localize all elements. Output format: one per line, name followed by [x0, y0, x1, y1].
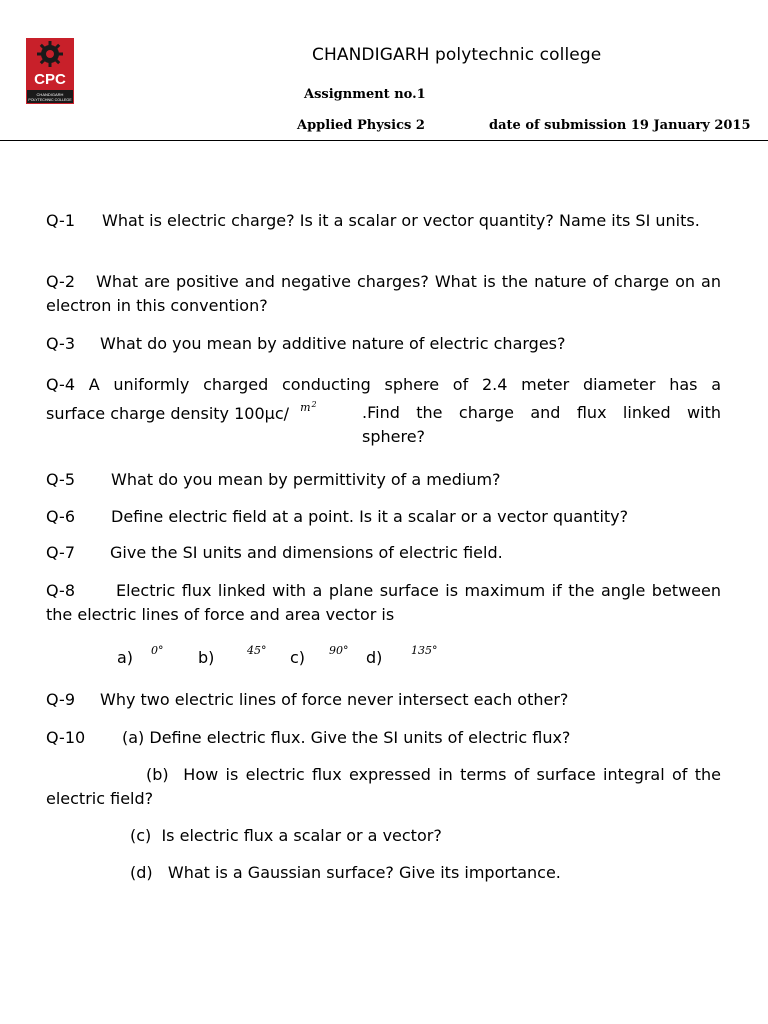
part-d-label: (d) — [130, 863, 153, 882]
option-b-value: 45° — [247, 644, 267, 657]
part-b-text: How is electric flux expressed in terms of surface integral of the electric field? — [46, 765, 722, 808]
question-text: What is electric charge? Is it a scalar or vector quantity? Name its SI units. — [102, 211, 700, 230]
svg-text:POLYTECHNIC COLLEGE: POLYTECHNIC COLLEGE — [28, 98, 72, 102]
question-5 — [46, 468, 721, 492]
question-6 — [46, 505, 721, 529]
question-4 — [46, 369, 721, 400]
question-text: Electric flux linked with a plane surface is maximum if the angle between the electric lines of force and area vector is — [46, 581, 721, 624]
question-2 — [46, 270, 721, 318]
question-3 — [46, 332, 721, 356]
question-4-tail — [362, 401, 721, 449]
question-number: Q-5 — [46, 470, 75, 489]
logo-text: CPC — [34, 71, 66, 88]
part-c-label: (c) — [130, 826, 152, 845]
question-number: Q-2 — [46, 272, 75, 291]
question-text: What are positive and negative charges? What is the nature of charge on an electron in this convention? — [46, 272, 721, 315]
question-text-tail: .Find the charge and flux linked with sphere? — [362, 403, 721, 446]
question-number: Q-3 — [46, 334, 75, 353]
subject-name: Applied Physics 2 — [297, 118, 425, 133]
option-d-label: d) — [366, 648, 383, 667]
option-a-value: 0° — [151, 644, 164, 657]
question-number: Q-7 — [46, 543, 75, 562]
question-number: Q-4 — [46, 375, 75, 394]
part-c-text: Is electric flux a scalar or a vector? — [161, 826, 442, 845]
question-10-part-c — [130, 824, 442, 848]
unit-m-squared: $m^2$ — [300, 400, 317, 414]
part-d-text: What is a Gaussian surface? Give its importance. — [167, 863, 561, 882]
question-text-line2: surface charge density 100µc/ — [46, 404, 289, 423]
question-number: Q-10 — [46, 728, 86, 747]
question-text-line1: A uniformly charged conducting sphere of 2.4 meter diameter has a — [88, 375, 722, 394]
question-text: Define electric field at a point. Is it a scalar or a vector quantity? — [111, 507, 629, 526]
question-number: Q-9 — [46, 690, 75, 709]
option-b-label: b) — [198, 648, 215, 667]
option-d-value: 135° — [411, 644, 438, 657]
college-name: CHANDIGARH polytechnic college — [312, 45, 602, 65]
question-10 — [46, 726, 721, 750]
part-b-label: (b) — [146, 765, 169, 784]
college-logo — [26, 38, 74, 104]
question-9 — [46, 688, 721, 712]
question-10-part-b — [46, 763, 721, 811]
question-text: Give the SI units and dimensions of electric field. — [110, 543, 503, 562]
logo-caption: CHANDIGARH — [36, 92, 64, 97]
submission-date: date of submission 19 January 2015 — [489, 118, 751, 133]
question-part-a: (a) Define electric flux. Give the SI units of electric flux? — [122, 728, 571, 747]
question-number: Q-1 — [46, 211, 75, 230]
assignment-number: Assignment no.1 — [304, 87, 426, 102]
option-c-value: 90° — [329, 644, 349, 657]
question-text: What do you mean by additive nature of electric charges? — [100, 334, 566, 353]
question-10-part-d — [130, 861, 561, 885]
question-1 — [46, 209, 721, 233]
question-number: Q-8 — [46, 581, 75, 600]
question-text: Why two electric lines of force never intersect each other? — [100, 690, 569, 709]
question-7 — [46, 541, 721, 565]
option-c-label: c) — [290, 648, 306, 667]
question-number: Q-6 — [46, 507, 75, 526]
header-divider — [0, 140, 768, 141]
question-text: What do you mean by permittivity of a medium? — [111, 470, 501, 489]
question-8 — [46, 579, 721, 627]
option-a-label: a) — [117, 648, 134, 667]
